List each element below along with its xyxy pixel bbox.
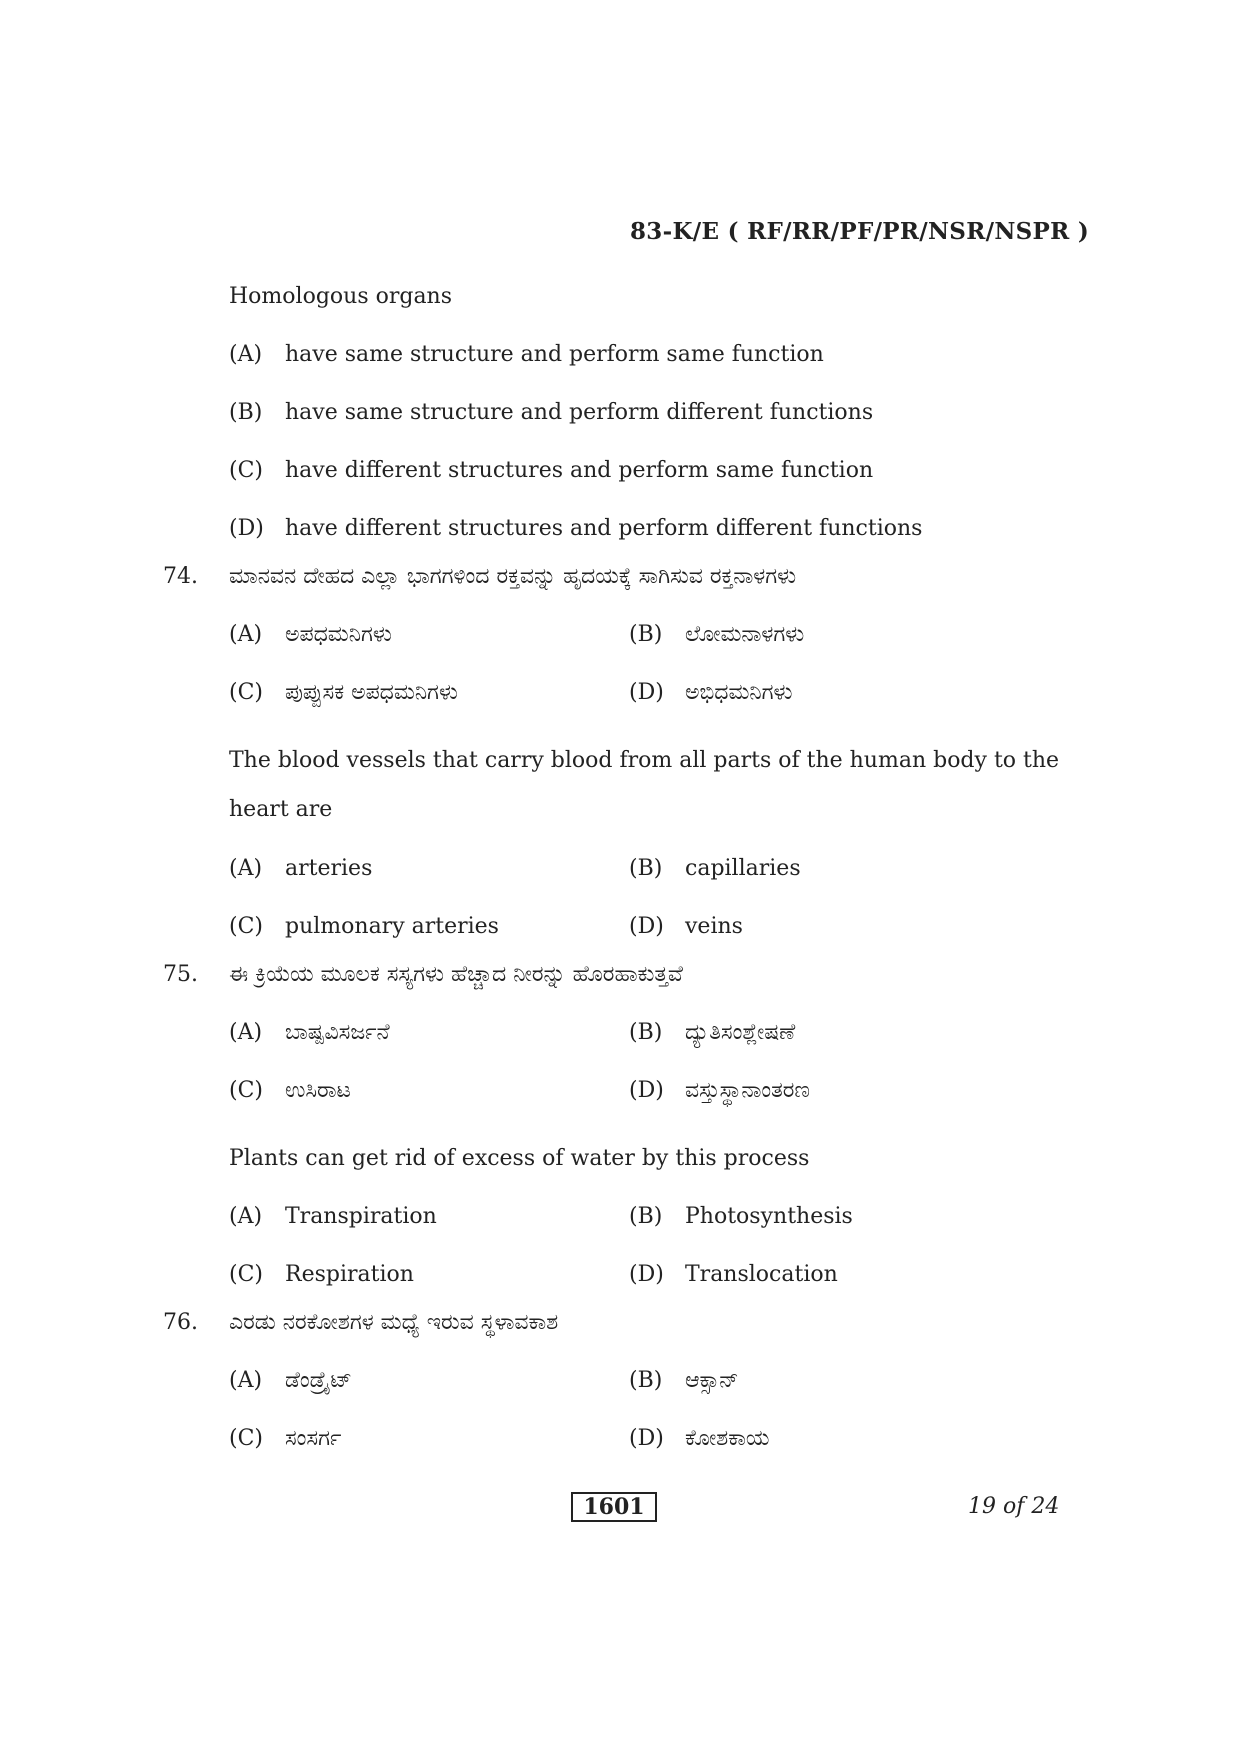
option-label: (D) [629,1262,664,1287]
option-label: (C) [229,1426,263,1451]
option-text: ದ್ಯುತಿಸಂಶ್ಲೇಷಣೆ [685,1020,796,1045]
question-76-kannada: ಎರಡು ನರಕೋಶಗಳ ಮಧ್ಯೆ ಇರುವ ಸ್ಥಳಾವಕಾಶ [229,1310,559,1335]
option-text: ಅಭಿಧಮನಿಗಳು [685,680,793,705]
option-text: have same structure and perform same function [285,342,824,367]
question-number: 75. [163,962,198,987]
option-text: ಅಪಧಮನಿಗಳು [285,622,392,647]
option-label: (C) [229,458,263,483]
question-74-kannada: ಮಾನವನ ದೇಹದ ಎಲ್ಲಾ ಭಾಗಗಳಿಂದ ರಕ್ತವನ್ನು ಹೃದಯಕ್ಕೆ ಸಾಗಿಸುವ ರಕ್ತನಾಳಗಳು [229,564,797,589]
option-text: ಡೆಂಡ್ರೈಟ್ [285,1368,352,1393]
option-label: (C) [229,1262,263,1287]
option-text: ಲೋಮನಾಳಗಳು [685,622,805,647]
option-text: ಉಸಿರಾಟ [285,1078,351,1103]
option-label: (D) [629,1078,664,1103]
option-label: (B) [229,400,263,425]
option-label: (B) [629,622,663,647]
option-text: capillaries [685,856,801,881]
option-text: have different structures and perform different functions [285,516,923,541]
option-text: ಆಕ್ಸಾನ್ [685,1368,739,1393]
option-label: (D) [629,680,664,705]
option-label: (D) [629,1426,664,1451]
option-text: ಸಂಸರ್ಗ [285,1426,342,1451]
option-label: (B) [629,1020,663,1045]
footer-code-box: 1601 [571,1492,657,1522]
option-text: Photosynthesis [685,1204,853,1229]
option-label: (A) [229,1020,263,1045]
option-label: (D) [629,914,664,939]
option-label: (D) [229,516,264,541]
option-label: (C) [229,680,263,705]
option-text: ಪುಪ್ಪುಸಕ ಅಪಧಮನಿಗಳು [285,680,458,705]
option-label: (A) [229,342,263,367]
option-text: veins [685,914,743,939]
option-label: (A) [229,1368,263,1393]
page-number: 19 of 24 [968,1494,1060,1519]
question-number: 76. [163,1310,198,1335]
option-text: ಬಾಷ್ಪವಿಸರ್ಜನೆ [285,1020,390,1045]
option-label: (A) [229,856,263,881]
question-number: 74. [163,564,198,589]
option-label: (A) [229,1204,263,1229]
question-74-english-line1: The blood vessels that carry blood from all parts of the human body to the [229,748,1060,773]
option-text: have different structures and perform same function [285,458,874,483]
option-text: Respiration [285,1262,414,1287]
paper-code-header: 83-K/E ( RF/RR/PF/PR/NSR/NSPR ) [630,218,1090,245]
option-text: Translocation [685,1262,838,1287]
option-text: pulmonary arteries [285,914,499,939]
option-text: ಕೋಶಕಾಯ [685,1426,770,1451]
option-label: (B) [629,856,663,881]
option-label: (A) [229,622,263,647]
question-73-english: Homologous organs [229,284,453,309]
option-text: ವಸ್ತುಸ್ಥಾನಾಂತರಣ [685,1078,810,1103]
question-75-english: Plants can get rid of excess of water by this process [229,1146,810,1171]
option-label: (C) [229,1078,263,1103]
option-text: Transpiration [285,1204,437,1229]
option-label: (B) [629,1368,663,1393]
option-label: (B) [629,1204,663,1229]
question-75-kannada: ಈ ಕ್ರಿಯೆಯ ಮೂಲಕ ಸಸ್ಯಗಳು ಹೆಚ್ಚಾದ ನೀರನ್ನು ಹೊರಹಾಕುತ್ತವೆ [229,962,683,987]
question-74-english-line2: heart are [229,797,333,822]
option-text: arteries [285,856,373,881]
option-label: (C) [229,914,263,939]
option-text: have same structure and perform different functions [285,400,874,425]
